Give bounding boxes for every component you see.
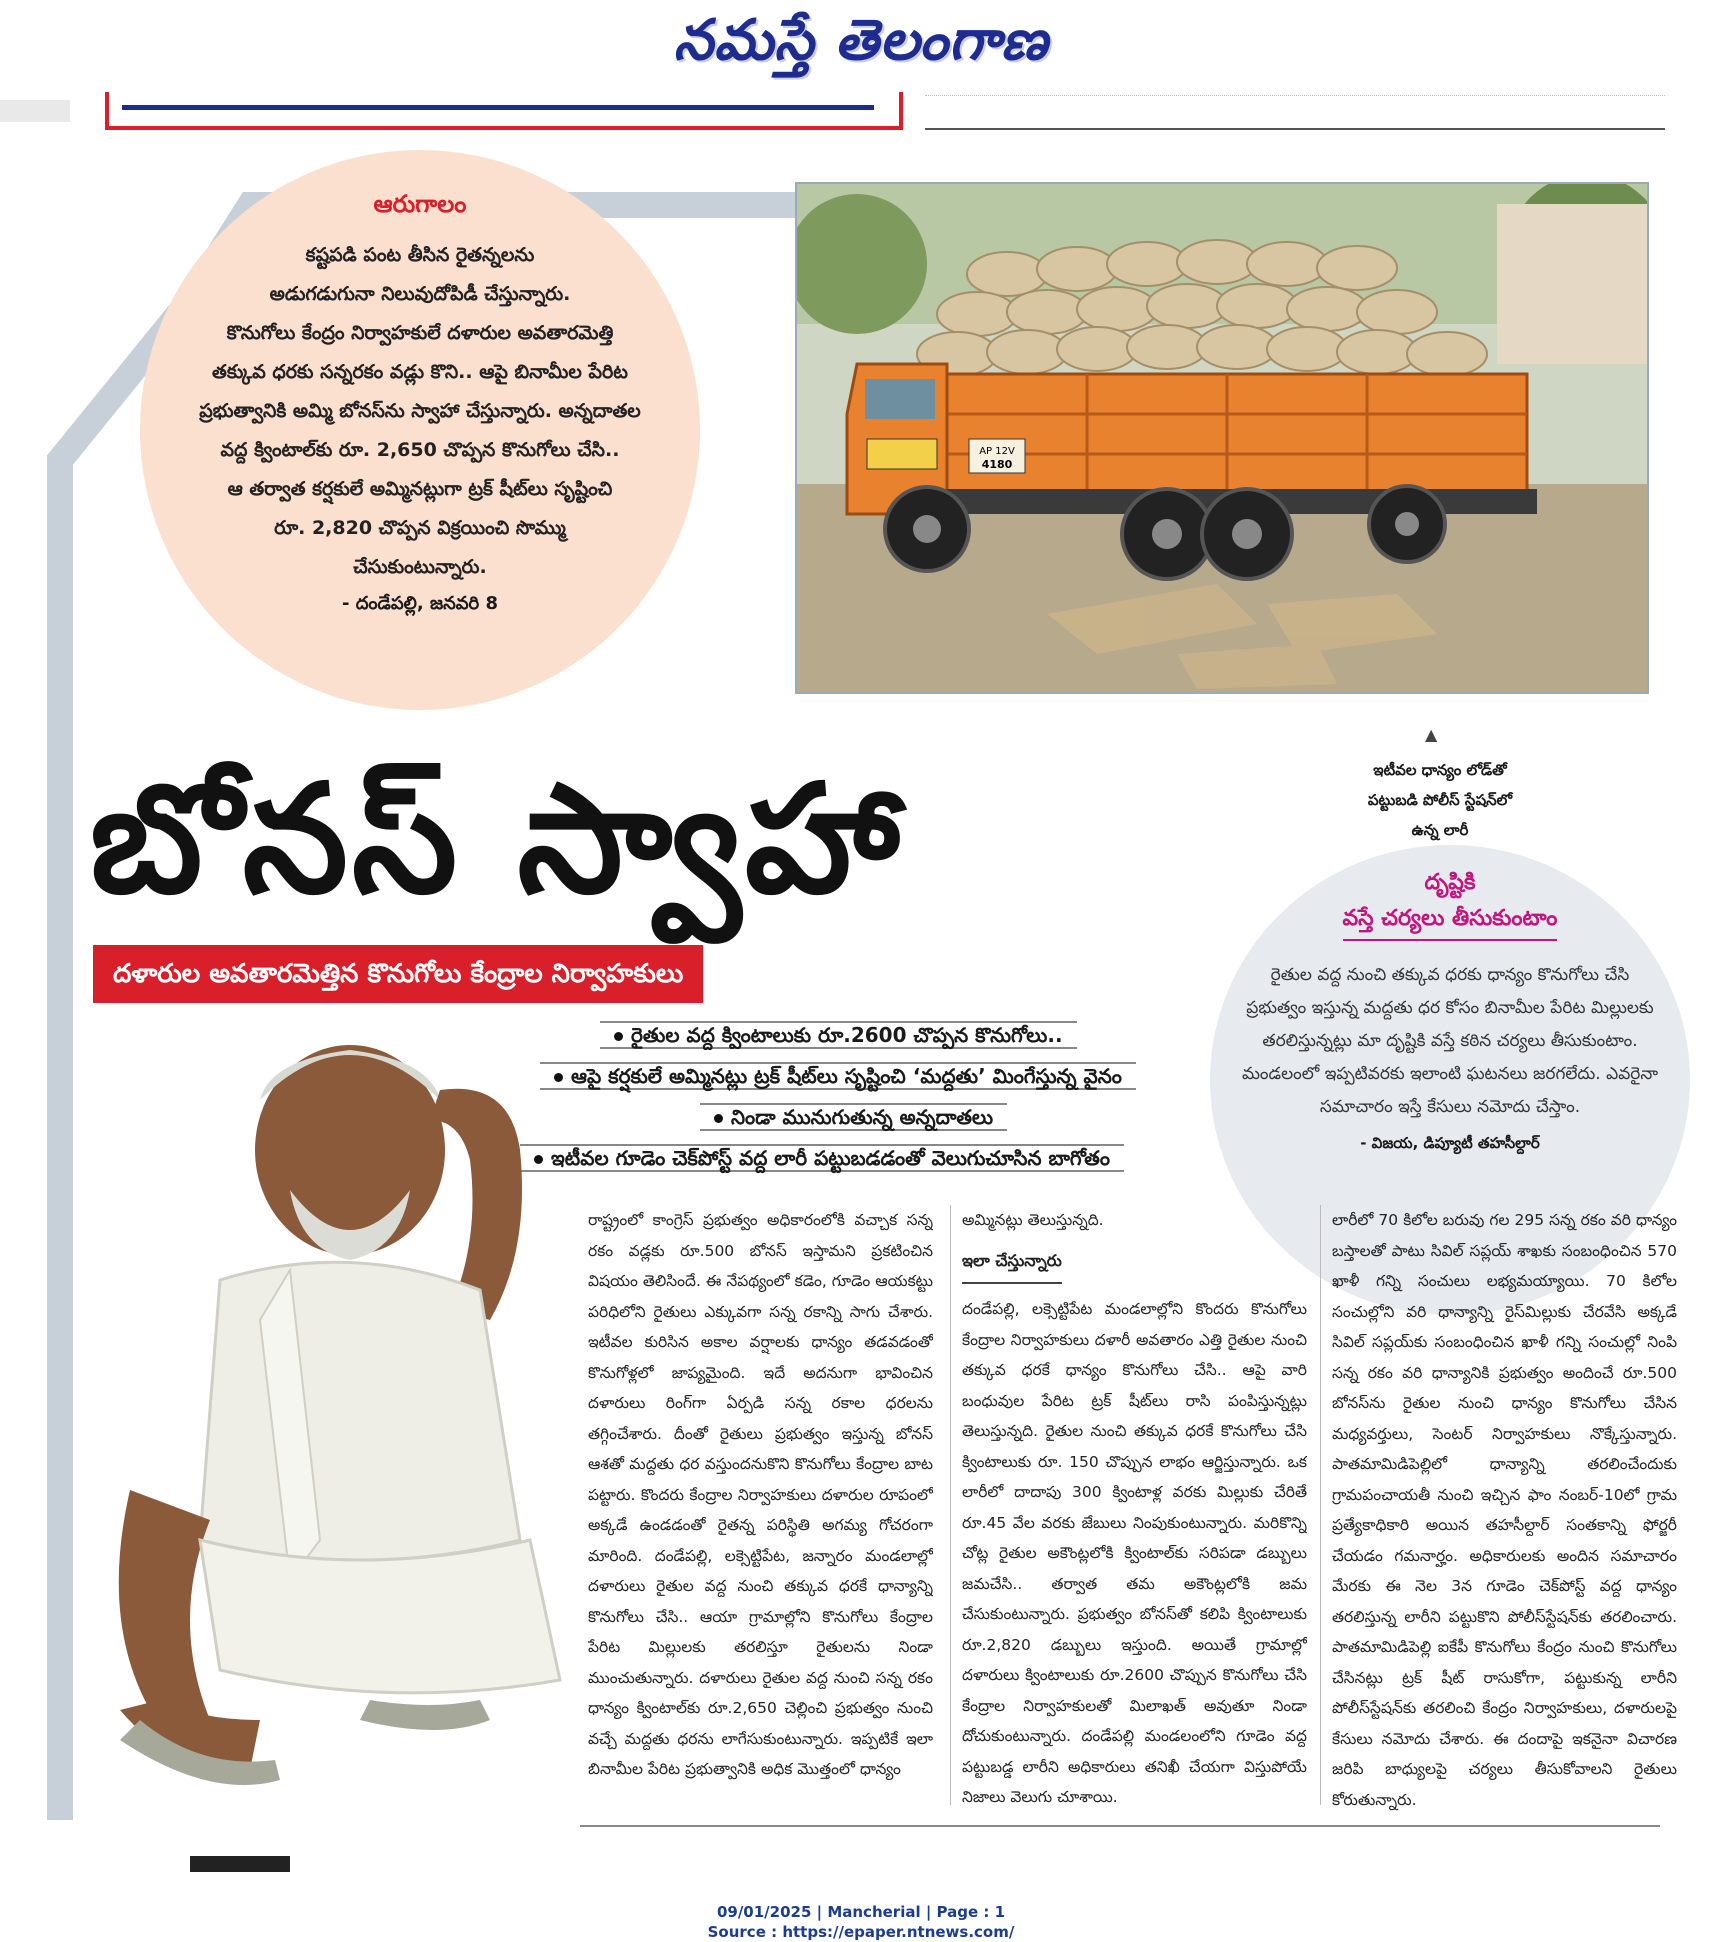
bullet-dot-icon: [614, 1032, 623, 1041]
intro-text: [180, 236, 660, 587]
bullet-text: నిండా మునుగుతున్న అన్నదాతలు: [731, 1105, 994, 1129]
article-column-1: రాష్ట్రంలో కాంగ్రెస్ ప్రభుత్వం అధికారంలోకి వచ్చాక సన్న రకం వడ్లకు రూ.500 బోనస్ ఇస్తామని ప్రకటించిన విషయం తెలిసిందే. ఈ నేపథ్యంలో కడెం, గూడెం ఆయకట్టు పరిధిలోని రైతులు ఎక్కువగా సన్న రకాన్ని సాగు చేశారు. ఇటీవల కురిసిన అకాల వర్షాలకు ధాన్యం తడవడంతో కొనుగోళ్లలో జాప్యమైంది. ఇదే అదనుగా భావించిన దళారులు రింగ్‌గా ఏర్పడి సన్న రకాల ధరలను తగ్గించేశారు. దీంతో రైతులు ప్రభుత్వం ఇస్తున్న బోనస్ ఆశతో మద్దతు ధర వస్తుందనుకొని కొనుగోలు కేంద్రాల బాట పట్టారు. కొందరు కేంద్రాల నిర్వాహకులు దళారుల రూపంలో అక్కడే ఉండడంతో రైతన్న పరిస్థితి అగమ్య గోచరంగా మారింది. దండేపల్లి, లక్సెట్టిపేట, జన్నారం మండలాల్లో దళారులు రైతుల వద్ద నుంచి తక్కువ ధరకే ధాన్యాన్ని కొనుగోలు చేసి.. ఆయా గ్రామాల్లోని కొనుగోలు కేంద్రాల పేరిట మిల్లులకు తరలిస్తూ రైతులను నిండా ముంచుతున్నారు. దళారులు రైతుల వద్ద నుంచి సన్న రకం ధాన్యం క్వింటాల్‌కు రూ.2,650 చెల్లించి ప్రభుత్వం నుంచి వచ్చే మద్దతు ధరను లాగేసుకుంటున్నారు. ఇప్పటికే ఇలా బినామీల పేరిట ప్రభుత్వానికి అధిక మొత్తంలో ధాన్యం: [588, 1211, 933, 1778]
bullet-item: [600, 1020, 1077, 1050]
bullet-text: ఆపై కర్షకులే అమ్మినట్లు ట్రక్ షీట్‌లు సృష్టించి ‘మద్దతు’ మింగేస్తున్న వైనం: [571, 1064, 1122, 1088]
quote-subkicker: వస్తే చర్యలు తీసుకుంటాం: [1343, 901, 1558, 941]
intro-line: రూ. 2,820 చొప్పన విక్రయించి సొమ్ము: [274, 517, 566, 539]
clipped-bottom-bar: [190, 1856, 290, 1872]
bottom-rule: [580, 1825, 1660, 1827]
bullet-text: ఇటీవల గూడెం చెక్‌పోస్ట్ వద్ద లారీ పట్టుబడడంతో వెలుగుచూసిన బాగోతం: [551, 1146, 1110, 1170]
column-divider: [950, 1205, 951, 1805]
top-strip-bar: [122, 105, 874, 110]
photo-caption: [1310, 755, 1570, 845]
subhead: దళారుల అవతారమెత్తిన కొనుగోలు కేంద్రాల నిర్వాహకులు: [93, 945, 703, 1003]
farmer-photo: [60, 1020, 580, 1810]
intro-line: చేసుకుంటున్నారు.: [353, 556, 487, 578]
caption-line: పట్టుబడి పోలీస్ స్టేషన్‌లో: [1367, 791, 1513, 809]
bullet-item: [520, 1143, 1124, 1173]
intro-circle: [140, 150, 700, 710]
caption-line: ఇటీవల ధాన్యం లోడ్‌తో: [1373, 761, 1507, 779]
clipped-text-strip: [925, 95, 1665, 108]
intro-line: వద్ద క్వింటాల్‌కు రూ. 2,650 చొప్పన కొనుగోలు చేసి..: [220, 439, 620, 461]
bullet-text: రైతుల వద్ద క్వింటాలుకు రూ.2600 చొప్పన కొనుగోలు..: [631, 1023, 1063, 1047]
column-2-lead: అమ్మినట్లు తెలుస్తున్నది.: [962, 1211, 1104, 1229]
top-strip-frame: [105, 92, 903, 130]
intro-line: కష్టపడి పంట తీసిన రైతన్నలను: [305, 244, 535, 266]
intro-line: తక్కువ ధరకు సన్నరకం వడ్లు కొని.. ఆపై బినామీల పేరిట: [212, 361, 628, 383]
intro-line: ఆ తర్వాత కర్షకులే అమ్మినట్లుగా ట్రక్ షీట్‌లు సృష్టించి: [227, 478, 613, 500]
bullet-item: [700, 1102, 1007, 1132]
clipped-corner: [0, 100, 70, 122]
intro-line: ప్రభుత్వానికి అమ్మి బోనస్‌ను స్వాహా చేస్తున్నారు. అన్నదాతల: [199, 400, 641, 422]
dateline: - దండేపల్లి, జనవరి 8: [341, 593, 499, 614]
quote-kicker: దృష్టికి: [1424, 870, 1476, 895]
column-2-subhead: ఇలా చేస్తున్నారు: [962, 1250, 1062, 1270]
intro-kicker: ఆరుగాలం: [373, 190, 467, 218]
intro-line: కొనుగోలు కేంద్రం నిర్వాహకులే దళారుల అవతారమెత్తి: [226, 322, 614, 344]
article-column-3: లారీలో 70 కిలోల బరువు గల 295 సన్న రకం వరి ధాన్యం బస్తాలతో పాటు సివిల్ సప్లయ్ శాఖకు సంబంధించిన 570 ఖాళీ గన్ని సంచులు లభ్యమయ్యాయి. 70 కిలోల సంచుల్లోని వరి ధాన్యాన్ని రైస్‌మిల్లుకు చేరవేసి అక్కడే సివిల్ సప్లయ్‌కు సంబంధించిన ఖాళీ గన్ని సంచుల్లో నింపి సన్న రకం వరి ధాన్యానికి ప్రభుత్వం అందించే రూ.500 బోనస్‌ను రైతుల నుంచి ధాన్యం కొనుగోలు చేసిన మధ్యవర్తులు, సెంటర్ నిర్వాహకులు నొక్కేస్తున్నారు. పాతమామిడిపెల్లిలో ధాన్యాన్ని తరలించేందుకు గ్రామపంచాయతీ నుంచి ఇచ్చిన ఫాం నంబర్-10లో గ్రామ ప్రత్యేకాధికారి అయిన తహసీల్దార్ సంతకాన్ని ఫోర్జరీ చేయడం గమనార్హం. అధికారులకు అందిన సమాచారం మేరకు ఈ నెల 3న గూడెం చెక్‌పోస్ట్ వద్ద ధాన్యం తరలిస్తున్న లారీని పట్టుకొని పోలీస్‌స్టేషన్‌కు తరలించారు. పాతమామిడిపెల్లి ఐకేపీ కొనుగోలు కేంద్రం నుంచి కొనుగోలు చేసినట్లు ట్రక్ షీట్ రాసుకోగా, పట్టుకున్న లారీని పోలీస్‌స్టేషన్‌కు తరలించి కేంద్రం నిర్వాహకులు, దళారులపై కేసులు నమోదు చేశారు. ఈ దందాపై ఇకనైనా విచారణ జరిపి బాధ్యులపై చర్యలు తీసుకోవాలని రైతులు కోరుతున్నారు.: [1332, 1211, 1677, 1809]
edition-info: 09/01/2025 | Mancherial | Page : 1: [716, 1903, 1006, 1921]
intro-line: అడుగడుగునా నిలువుదోపిడీ చేస్తున్నారు.: [269, 283, 571, 305]
column-divider: [1320, 1205, 1321, 1805]
plate-line-2: 4180: [981, 458, 1013, 471]
headline: బోనస్ స్వాహా: [90, 753, 904, 927]
subhead-underline: [962, 1282, 1062, 1284]
top-divider: [925, 128, 1665, 130]
bullet-dot-icon: [714, 1114, 723, 1123]
newspaper-logo: నమస్తే తెలంగాణ: [673, 8, 1049, 73]
footer: [0, 1902, 1722, 1942]
lorry-illustration: [797, 184, 1647, 692]
quote-byline: - విజయ, డిప్యూటీ తహసీల్దార్: [1360, 1134, 1540, 1152]
column-2-body: దండేపల్లి, లక్సెట్టిపేట మండలాల్లోని కొందరు కొనుగోలు కేంద్రాల నిర్వాహకులు దళారీ అవతారం ఎత్తి రైతుల నుంచి తక్కువ ధరకే ధాన్యం కొనుగోలు చేసి.. ఆపై వారి బంధువుల పేరిట ట్రక్ షీట్‌లు రాసి పంపిస్తున్నట్లు తెలుస్తున్నది. రైతుల నుంచి తక్కువ ధరకే కొనుగోలు చేసి క్వింటాలుకు రూ. 150 చొప్పున లాభం ఆర్జిస్తున్నారు. ఒక లారీలో దాదాపు 300 క్వింటాళ్ల వరకు మిల్లుకు చేరితే రూ.45 వేల వరకు జేబులు నింపుకుంటున్నారు. మరికొన్ని చోట్ల రైతుల అకౌంట్లలోకి క్వింటాల్‌కు సరిపడా డబ్బులు జమచేసి.. తర్వాత తమ అకౌంట్లలోకి జమ చేసుకుంటున్నారు. ప్రభుత్వం బోనస్‌తో కలిపి క్వింటాలుకు రూ.2,820 డబ్బులు ఇస్తుంది. అయితే గ్రామాల్లో దళారులు క్వింటాలుకు రూ.2600 చొప్పున కొనుగోలు చేసి కేంద్రాల నిర్వాహకులతో మిలాఖత్ అవుతూ నిండా దోచుకుంటున్నారు. దండేపల్లి మండలంలోని గూడెం వద్ద పట్టుబడ్డ లారీని అధికారులు తనిఖీ చేయగా విస్తుపోయే నిజాలు వెలుగు చూశాయి.: [962, 1300, 1307, 1806]
quote-text: రైతుల వద్ద నుంచి తక్కువ ధరకు ధాన్యం కొనుగోలు చేసి ప్రభుత్వం ఇస్తున్న మద్దతు ధర కోసం బినామీల పేరిట మిల్లులకు తరలిస్తున్నట్లు మా దృష్టికి వస్తే కఠిన చర్యలు తీసుకుంటాం. మండలంలో ఇప్పటివరకు ఇలాంటి ఘటనలు జరగలేదు. ఎవరైనా సమాచారం ఇస్తే కేసులు నమోదు చేస్తాం.: [1241, 965, 1659, 1117]
plate-line-1: AP 12V: [979, 446, 1015, 457]
lorry-photo: [795, 182, 1649, 694]
bullet-item: [540, 1061, 1136, 1091]
caption-arrow-icon: ▲: [1425, 725, 1438, 744]
source-link[interactable]: Source : https://epaper.ntnews.com/: [707, 1923, 1015, 1941]
article-column-2: [962, 1205, 1307, 1817]
masthead: [0, 0, 1722, 80]
caption-line: ఉన్న లారీ: [1411, 821, 1469, 839]
